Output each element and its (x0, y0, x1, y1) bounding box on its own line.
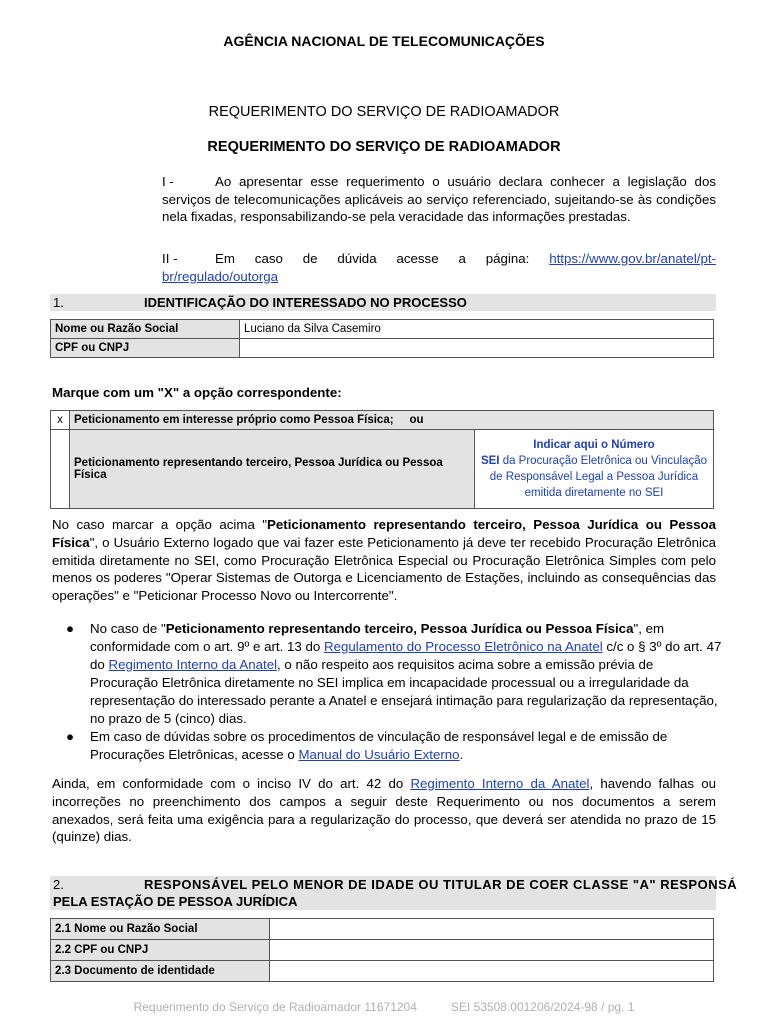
option-1-label (70, 411, 714, 430)
section-1-title: IDENTIFICAÇÃO DO INTERESSADO NO PROCESSO (144, 295, 467, 310)
section-2-title-line1: RESPONSÁVEL PELO MENOR DE IDADE OU TITULAR DE COER CLASSE "A" RESPONSÁ (144, 877, 738, 892)
intro-item-2-number: II - (162, 251, 178, 266)
paragraph-exigencia (52, 775, 716, 846)
intro-item-1-text: Ao apresentar esse requerimento o usuário declara conhecer a legislação dos serviços de telecomunicações aplicáveis ao serviço referenciado, sujeitando-se às condições nela fixadas, responsabilizando-se pela veracidade das informações prestadas. (162, 174, 716, 224)
footer-doc: Requerimento do Serviço de Radioamador 11671204 (133, 1000, 417, 1014)
responsavel-table (50, 918, 714, 982)
sei-hint-rest: da Procuração Eletrônica ou Vinculação de Responsável Legal a Pessoa Jurídica emitida diretamente no SEI (489, 455, 708, 499)
option-2-checkbox[interactable] (51, 430, 70, 509)
name-label: Nome ou Razão Social (51, 320, 240, 339)
manual-link[interactable]: Manual do Usuário Externo (298, 747, 460, 762)
list-item (52, 620, 724, 728)
regulamento-link[interactable]: Regulamento do Processo Eletrônico na Anatel (324, 639, 603, 654)
paragraph-procuracao (52, 516, 716, 605)
section-2-title-line2: PELA ESTAÇÃO DE PESSOA JURÍDICA (53, 894, 298, 909)
cpf-label: CPF ou CNPJ (51, 339, 240, 358)
option-row-2 (51, 430, 714, 509)
bullet-2-post: . (459, 747, 464, 762)
section-1-number: 1. (53, 295, 64, 310)
responsavel-name-field[interactable] (270, 919, 714, 940)
intro-item-2 (162, 250, 716, 285)
sei-number-field[interactable] (475, 430, 714, 509)
options-table (50, 410, 714, 509)
regimento-link[interactable]: Regimento Interno da Anatel (108, 657, 278, 672)
bullet-icon: ● (66, 621, 75, 636)
bullet-1-mid1: ", em conformidade com o art. 9º e art. 13 do (90, 621, 665, 654)
form-title-bold: REQUERIMENTO DO SERVIÇO DE RADIOAMADOR (207, 139, 561, 155)
table-row (51, 961, 714, 982)
option-2-label: Peticionamento representando terceiro, Pessoa Jurídica ou Pessoa Física (70, 430, 475, 509)
responsavel-cpf-field[interactable] (270, 940, 714, 961)
bullet-icon: ● (66, 729, 75, 744)
option-1-text: Peticionamento em interesse próprio como Pessoa Física; (74, 414, 394, 426)
intro-item-1-number: I - (162, 174, 174, 189)
bullet-1-bold: Peticionamento representando terceiro, Pessoa Jurídica ou Pessoa Física (165, 621, 634, 636)
intro-item-1 (162, 173, 716, 226)
table-row (51, 919, 714, 940)
table-row (51, 320, 714, 339)
name-field[interactable]: Luciano da Silva Casemiro (240, 320, 714, 339)
bullet-1-pre: No caso de " (90, 621, 166, 636)
option-row-1 (51, 411, 714, 430)
intro-item-2-text: Em caso de dúvida acesse a página: (215, 251, 530, 266)
section-2-header (50, 876, 738, 910)
responsavel-doc-label: 2.3 Documento de identidade (51, 961, 270, 982)
paragraph-1-pre: No caso marcar a opção acima " (52, 517, 268, 532)
option-1-checkbox[interactable]: x (51, 411, 70, 430)
paragraph-2-pre: Ainda, em conformidade com o inciso IV do art. 42 do (52, 776, 404, 791)
bullet-1-mid2: c/c o § 3º do art. 47 do (90, 639, 722, 672)
paragraph-1-bold: Peticionamento representando terceiro, Pessoa Jurídica ou Pessoa Física (52, 517, 717, 550)
sei-hint-line1: Indicar aqui o Número (533, 439, 655, 451)
section-2-number: 2. (53, 877, 64, 892)
option-1-suffix: ou (409, 414, 424, 426)
responsavel-cpf-label: 2.2 CPF ou CNPJ (51, 940, 270, 961)
bullet-2-pre: Em caso de dúvidas sobre os procedimentos de vinculação de responsável legal e de emissão de Procurações Eletrônicas, acesse o (90, 729, 668, 762)
section-1-header (50, 294, 716, 311)
table-row (51, 940, 714, 961)
responsavel-name-label: 2.1 Nome ou Razão Social (51, 919, 270, 940)
bullet-1-post: , o não respeito aos requisitos acima sobre a emissão prévia de Procuração Eletrônica diretamente no SEI implica em incapacidade processual ou a irregularidade da representação do interessado perante a Anatel e ensejará intimação para regularização da representação, no prazo de 5 (cinco) dias. (90, 657, 718, 726)
outorga-link[interactable]: https://www.gov.br/anatel/pt-br/regulado/outorga (162, 251, 716, 284)
options-instruction: Marque com um "X" a opção correspondente: (52, 385, 342, 400)
footer-sei: SEI 53508.001206/2024-98 / pg. 1 (450, 1000, 635, 1014)
paragraph-1-post: ", o Usuário Externo logado que vai fazer este Peticionamento já deve ter recebido Procuração Eletrônica emitida diretamente no SEI, como Procuração Eletrônica Especial ou Procuração Eletrônica Simples com pelo menos os poderes "Operar Sistemas de Outorga e Licenciamento de Estações, incluindo as consequências das operações" e "Peticionar Processo Novo ou Intercorrente". (52, 534, 716, 604)
interessado-table (50, 319, 714, 358)
sei-hint-bold: SEI (480, 455, 500, 467)
agency-header: AGÊNCIA NACIONAL DE TELECOMUNICAÇÕES (223, 33, 545, 49)
bullet-list (52, 620, 724, 764)
responsavel-doc-field[interactable] (270, 961, 714, 982)
list-item (52, 728, 724, 764)
page-footer (0, 1000, 768, 1014)
form-title: REQUERIMENTO DO SERVIÇO DE RADIOAMADOR (208, 104, 560, 120)
cpf-field[interactable] (240, 339, 714, 358)
paragraph-2-post: , havendo falhas ou incorreções no preenchimento dos campos a seguir deste Requerimento ou nos documentos a serem anexados, será feita uma exigência para a regularização do processo, que deverá ser atendida no prazo de 15 (quinze) dias. (52, 776, 716, 845)
table-row (51, 339, 714, 358)
regimento-link-2[interactable]: Regimento Interno da Anatel (410, 776, 590, 791)
